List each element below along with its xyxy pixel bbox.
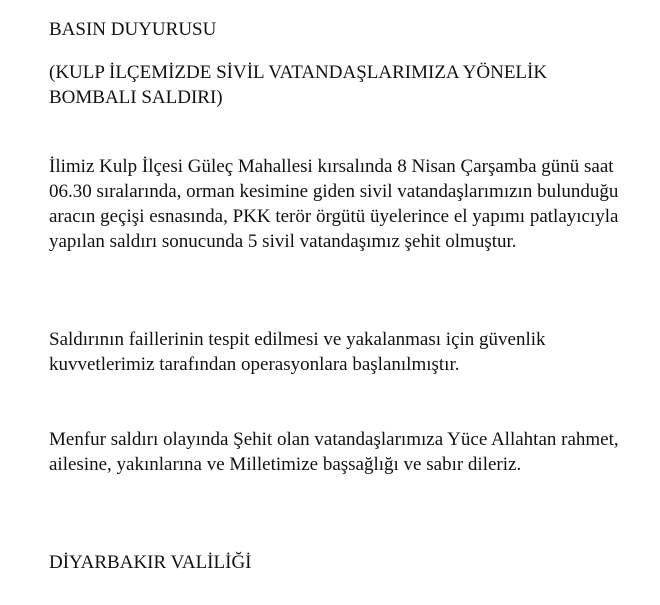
document-signature: DİYARBAKIR VALİLİĞİ xyxy=(49,552,252,573)
body-paragraph-condolences: Menfur saldırı olayında Şehit olan vatandaşlarımıza Yüce Allahtan rahmet, ailesine, yakınlarına ve Milletimize başsağlığı ve sabır dileriz. xyxy=(49,429,619,475)
document-title: BASIN DUYURUSU xyxy=(49,19,217,40)
document-subtitle: (KULP İLÇEMİZDE SİVİL VATANDAŞLARIMIZA YÖNELİK BOMBALI SALDIRI) xyxy=(49,62,548,108)
body-paragraph-incident: İlimiz Kulp İlçesi Güleç Mahallesi kırsalında 8 Nisan Çarşamba günü saat 06.30 sıralarında, orman kesimine giden sivil vatandaşlarımızın bulunduğu aracın geçişi esnasında, PKK terör örgütü üyelerince el yapımı patlayıcıyla yapılan saldırı sonucunda 5 sivil vatandaşımız şehit olmuştur. xyxy=(49,156,619,252)
body-paragraph-operations: Saldırının faillerinin tespit edilmesi ve yakalanması için güvenlik kuvvetlerimiz tarafından operasyonlara başlanılmıştır. xyxy=(49,329,546,375)
